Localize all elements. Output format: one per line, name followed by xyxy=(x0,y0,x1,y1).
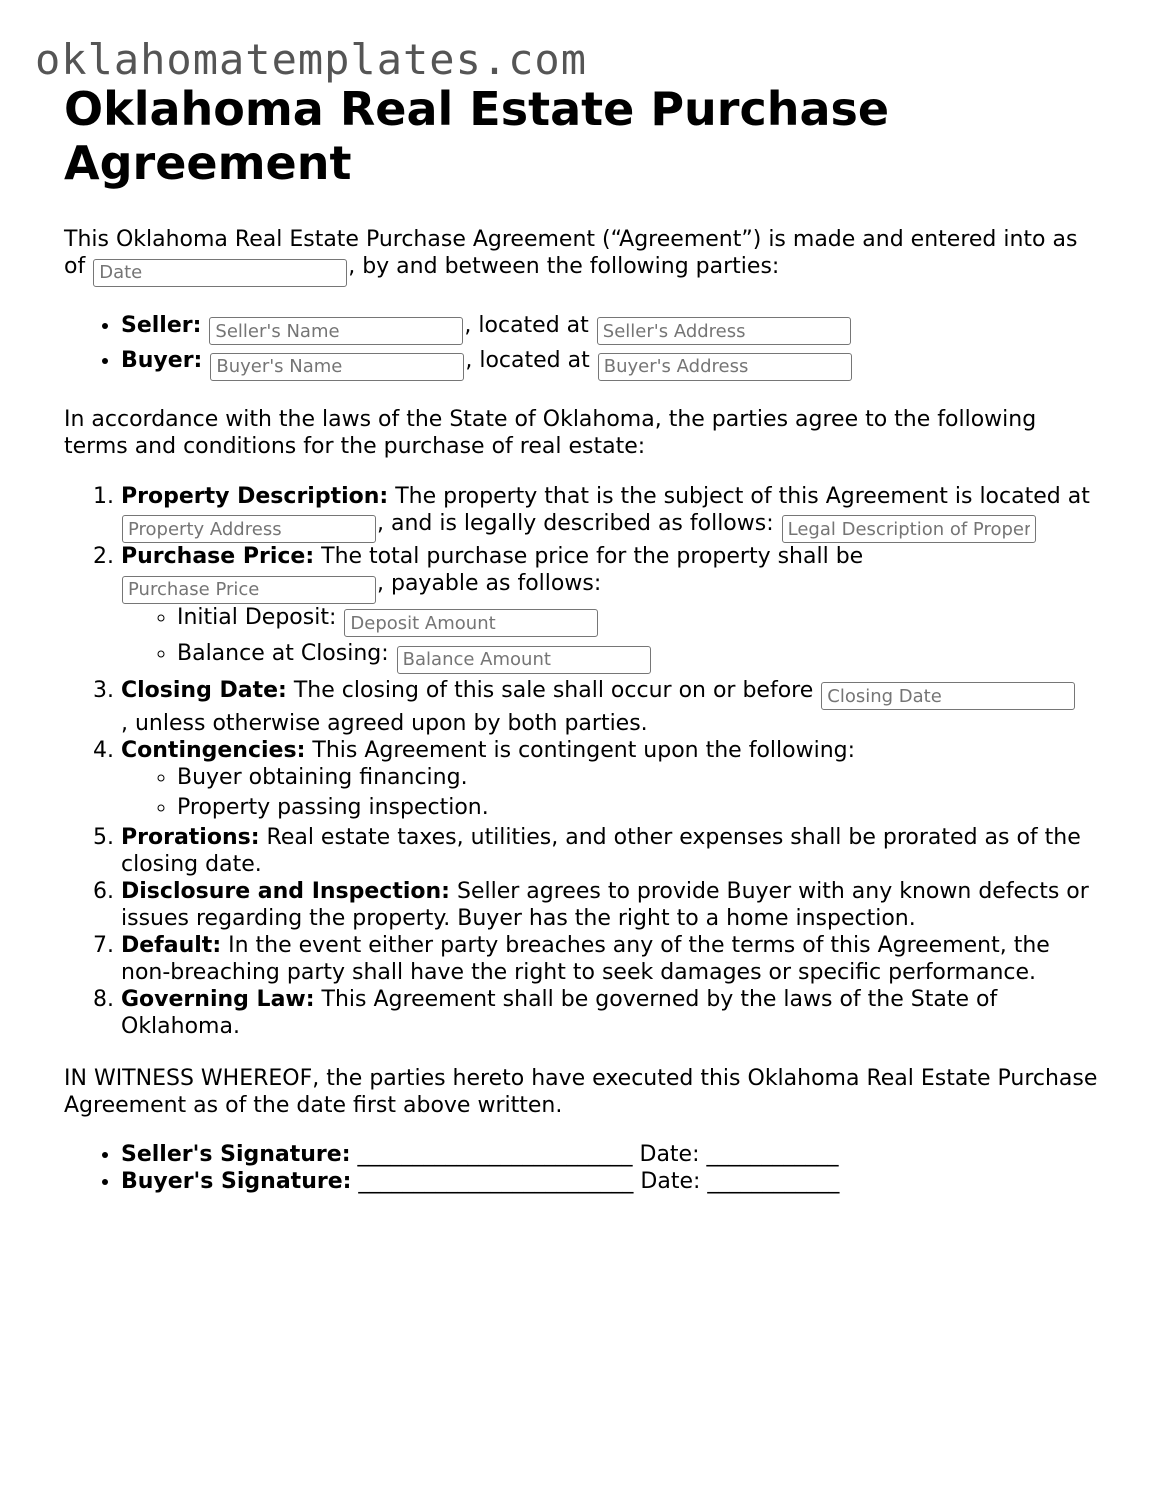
price-label: Purchase Price: xyxy=(121,544,315,569)
term-closing-date xyxy=(121,677,1104,738)
buyer-address-input[interactable] xyxy=(598,353,852,381)
seller-label: Seller: xyxy=(121,312,202,338)
property-text-before: The property that is the subject of this Agreement is located at xyxy=(395,483,1090,509)
witness-paragraph: IN WITNESS WHEREOF, the parties hereto have executed this Oklahoma Real Estate Purchase Agreement as of the date first above written. xyxy=(64,1066,1098,1118)
buyer-signature-label: Buyer's Signature: xyxy=(121,1169,352,1194)
property-text-mid: , and is legally described as follows: xyxy=(377,510,774,536)
property-label: Property Description: xyxy=(121,483,389,509)
terms-list xyxy=(64,483,1104,1041)
contingencies-text: This Agreement is contingent upon the following: xyxy=(312,738,856,763)
buyer-name-input[interactable] xyxy=(210,353,464,381)
default-text: In the event either party breaches any of the terms of this Agreement, the non-breaching party shall have the right to seek damages or specific performance. xyxy=(121,933,1050,985)
price-text-before: The total purchase price for the property shall be xyxy=(321,544,864,569)
buyer-date-line: ____________ xyxy=(707,1169,840,1194)
closing-text-before: The closing of this sale shall occur on or before xyxy=(293,677,814,703)
price-text-after: , payable as follows: xyxy=(377,571,602,596)
term-property-description xyxy=(121,483,1104,544)
term-contingencies xyxy=(121,737,1104,821)
disclosure-label: Disclosure and Inspection: xyxy=(121,879,450,904)
term-prorations xyxy=(121,824,1104,878)
seller-signature-label: Seller's Signature: xyxy=(121,1142,351,1167)
seller-date-label: Date: xyxy=(639,1142,700,1167)
intro-text-after: , by and between the following parties: xyxy=(348,254,780,279)
term-default xyxy=(121,932,1104,986)
closing-label: Closing Date: xyxy=(121,677,287,703)
term-governing-law xyxy=(121,986,1104,1040)
term-purchase-price xyxy=(121,543,1104,674)
intro-paragraph xyxy=(64,226,1104,287)
default-label: Default: xyxy=(121,933,222,958)
deposit-label: Initial Deposit: xyxy=(177,604,337,630)
seller-party-item xyxy=(121,312,1104,346)
seller-address-input[interactable] xyxy=(597,317,851,345)
buyer-label: Buyer: xyxy=(121,348,203,373)
property-address-input[interactable] xyxy=(122,515,376,543)
closing-date-input[interactable] xyxy=(821,682,1075,710)
parties-list xyxy=(64,312,1104,381)
agreement-document xyxy=(64,82,1104,1195)
balance-label: Balance at Closing: xyxy=(177,641,389,666)
signatures-list xyxy=(64,1141,1104,1195)
purchase-price-input[interactable] xyxy=(122,576,376,604)
seller-name-input[interactable] xyxy=(209,317,463,345)
seller-date-line: ____________ xyxy=(706,1142,839,1167)
buyer-party-item xyxy=(121,347,1104,381)
law-text: This Agreement shall be governed by the laws of the State of Oklahoma. xyxy=(121,987,998,1039)
site-watermark: oklahomatemplates.com xyxy=(35,35,588,84)
contingencies-label: Contingencies: xyxy=(121,738,306,763)
prorations-label: Prorations: xyxy=(121,825,260,850)
closing-text-after: , unless otherwise agreed upon by both parties. xyxy=(121,711,648,736)
list-item: ◦ Property passing inspection. xyxy=(177,794,1104,821)
term-disclosure xyxy=(121,878,1104,932)
buyer-located-at: , located at xyxy=(465,348,590,373)
balance-amount-input[interactable] xyxy=(397,646,651,674)
balance-item xyxy=(177,640,1104,674)
seller-signature-line: _________________________ xyxy=(357,1142,633,1167)
contingencies-sublist xyxy=(121,764,1104,821)
buyer-signature-item xyxy=(121,1168,1104,1195)
buyer-signature-line: _________________________ xyxy=(358,1169,634,1194)
legal-description-input[interactable] xyxy=(782,515,1036,543)
seller-located-at: , located at xyxy=(464,312,589,338)
buyer-date-label: Date: xyxy=(640,1169,701,1194)
intro-text-before: This Oklahoma Real Estate Purchase Agreement (“Agreement”) is made and entered into as of xyxy=(64,227,1078,279)
prorations-text: Real estate taxes, utilities, and other expenses shall be prorated as of the closing date. xyxy=(121,825,1081,877)
accordance-paragraph: In accordance with the laws of the State of Oklahoma, the parties agree to the following terms and conditions for the purchase of real estate: xyxy=(64,406,1037,459)
agreement-date-input[interactable] xyxy=(93,259,347,287)
initial-deposit-item xyxy=(177,604,1104,638)
deposit-amount-input[interactable] xyxy=(344,609,598,637)
page-title: Oklahoma Real Estate Purchase Agreement xyxy=(64,82,890,190)
seller-signature-item xyxy=(121,1141,1104,1168)
disclosure-text: Seller agrees to provide Buyer with any known defects or issues regarding the property. Buyer has the right to a home inspection. xyxy=(121,879,1089,931)
payment-sublist xyxy=(121,604,1104,674)
law-label: Governing Law: xyxy=(121,987,315,1012)
list-item: ◦ Buyer obtaining financing. xyxy=(177,764,1104,791)
